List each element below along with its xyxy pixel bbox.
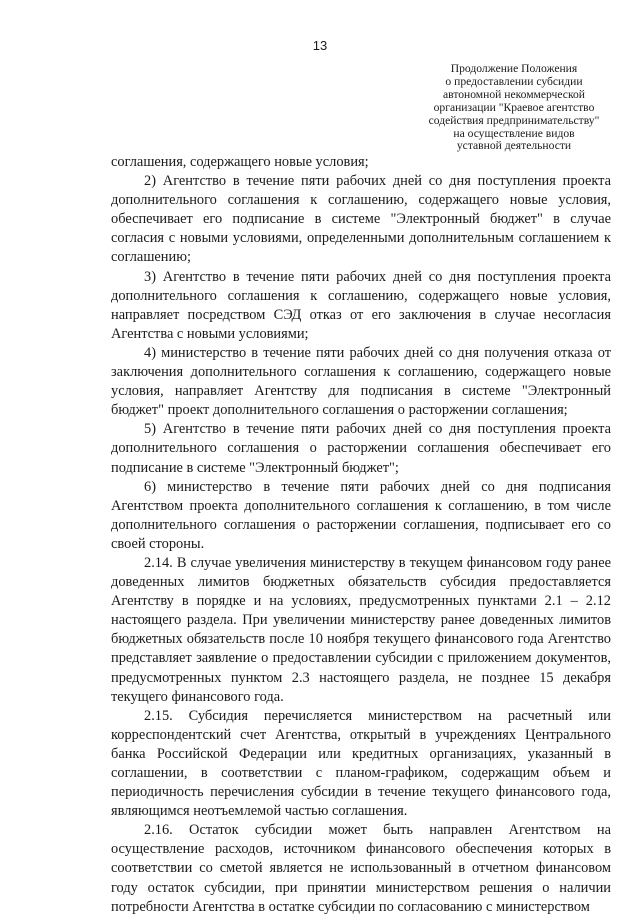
paragraph-2-14: 2.14. В случае увеличения министерству в текущем финансовом году ранее доведенных лимитов бюджетных обязательств субсидия предоставляется Агентству в порядке и на условиях, предусмотренных пунктами 2.1 – 2.12 настоящего раздела. При увеличении министерству ранее доведенных лимитов бюджетных обязательств после 10 ноября текущего финансового года Агентство представляет заявление о предоставлении субсидии с приложением документов, предусмотренных пунктом 2.3 настоящего раздела, не позднее 15 декабря текущего финансового года. <box>111 554 611 705</box>
paragraph-item-5: 5) Агентство в течение пяти рабочих дней со дня поступления проекта дополнительного соглашения о расторжении соглашения обеспечивает его подписание в системе "Электронный бюджет"; <box>111 421 611 476</box>
paragraph-2-15: 2.15. Субсидия перечисляется министерством на расчетный или корреспондентский счет Агентства, открытый в учреждениях Центрального банка Российской Федерации или кредитных организациях, указанный в соглашении, в соответствии с планом-графиком, содержащим объем и периодичность перечисления субсидии в течение текущего финансового года, являющимся неотъемлемой частью соглашения. <box>111 707 611 820</box>
page-number: 13 <box>312 38 328 53</box>
header-line: Продолжение Положения <box>450 62 578 75</box>
header-line: на осуществление видов <box>453 126 575 140</box>
header-line: уставной деятельности <box>456 139 572 153</box>
paragraph-item-6: 6) министерство в течение пяти рабочих дней со дня подписания Агентством проекта дополнительного соглашения к соглашению, в том числе дополнительного соглашения о расторжении соглашения, подписывает его со своей стороны. <box>111 478 611 552</box>
paragraph-2-16: 2.16. Остаток субсидии может быть направлен Агентством на осуществление расходов, источником финансового обеспечения которых в соответствии со сметой является не использованный в отчетном финансовом году остаток субсидии, при принятии министерством решения о наличии потребности Агентства в остатке субсидии по согласованию с министерством <box>111 822 611 915</box>
header-line: содействия предпринимательству" <box>428 113 600 127</box>
header-line: автономной некоммерческой <box>442 87 586 101</box>
header-line: о предоставлении субсидии <box>445 74 583 88</box>
paragraph-item-3: 3) Агентство в течение пяти рабочих дней со дня поступления проекта дополнительного соглашения к соглашению, содержащего новые условия, направляет посредством СЭД отказ от его заключения в случае несогласия Агентства с новыми условиями; <box>111 268 611 342</box>
header-line: организации "Краевое агентство <box>433 100 595 114</box>
paragraph-item-4: 4) министерство в течение пяти рабочих дней со дня получения отказа от заключения дополнительного соглашения к соглашению, содержащего новые условия, направляет Агентству для подписания в системе "Электронный бюджет" проект дополнительного соглашения о расторжении соглашения; <box>111 344 611 419</box>
paragraph-item-2: 2) Агентство в течение пяти рабочих дней со дня поступления проекта дополнительного соглашения к соглашению, содержащего новые условия, обеспечивает его подписание в системе "Электронный бюджет" в случае согласия с новыми условиями, определенными дополнительным соглашением к соглашению; <box>111 173 611 266</box>
document-body <box>111 153 611 917</box>
paragraph-continuation: соглашения, содержащего новые условия; <box>111 154 369 170</box>
document-header <box>398 63 630 153</box>
